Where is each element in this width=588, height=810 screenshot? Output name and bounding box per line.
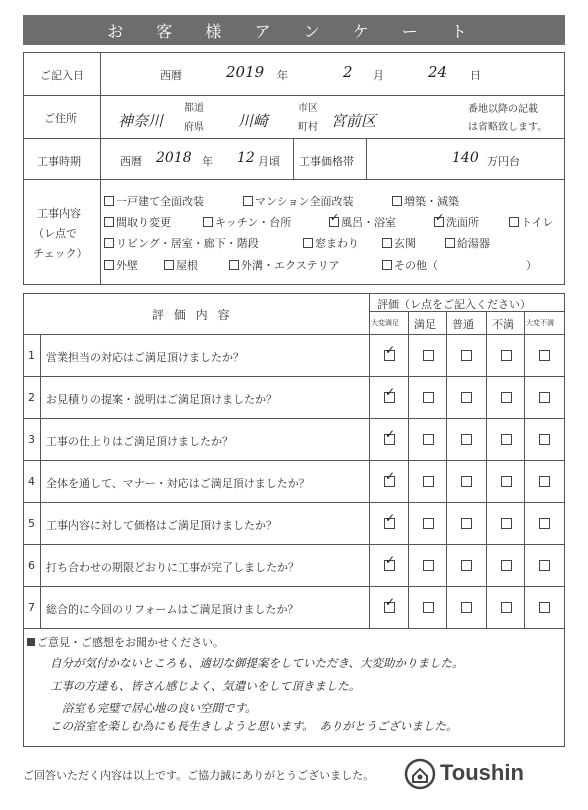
- square-bullet-icon: [27, 638, 35, 646]
- rating-checkbox[interactable]: [461, 476, 472, 487]
- checkbox-icon[interactable]: [303, 238, 313, 248]
- question-text: 全体を通して、マナー・対応はご満足頂けましたか？: [46, 477, 310, 490]
- work-period-label: 工事時期: [37, 155, 81, 168]
- entry-date-day: 24: [428, 63, 448, 81]
- rating-checkbox[interactable]: [501, 476, 512, 487]
- entry-date-day-unit: 日: [470, 69, 481, 82]
- scale-label: 普通: [452, 318, 474, 331]
- rating-checkbox[interactable]: [384, 560, 395, 571]
- rating-checkbox[interactable]: [423, 434, 434, 445]
- work-option[interactable]: 一戸建て全面改装: [104, 193, 204, 209]
- rating-checkbox[interactable]: [539, 476, 550, 487]
- work-period-era: 西暦: [120, 155, 142, 168]
- question-text: 営業担当の対応はご満足頂けましたか？: [46, 351, 244, 364]
- checkbox-icon[interactable]: [243, 196, 253, 206]
- footer-note: ご回答いただく内容は以上です。ご協力誠にありがとうございました。: [23, 769, 375, 782]
- checkbox-checked-icon[interactable]: [329, 217, 339, 227]
- question-number: 2: [28, 391, 35, 404]
- comment-line: 浴室も完璧で居心地の良い空間です。: [62, 701, 257, 715]
- entry-date-year-unit: 年: [277, 69, 288, 82]
- rating-checkbox[interactable]: [501, 518, 512, 529]
- rating-checkbox[interactable]: [461, 434, 472, 445]
- address-prefecture: 神奈川: [118, 112, 164, 130]
- checkbox-icon[interactable]: [382, 238, 392, 248]
- rating-checkbox[interactable]: [501, 434, 512, 445]
- page-title: お 客 様 ア ン ケ ー ト: [23, 15, 565, 45]
- rating-checkbox[interactable]: [423, 518, 434, 529]
- scale-label: 大変不満: [526, 319, 554, 327]
- work-option[interactable]: 間取り変更: [104, 214, 171, 230]
- work-option[interactable]: 外溝・エクステリア: [229, 257, 340, 273]
- rating-checkbox[interactable]: [384, 350, 395, 361]
- question-number: 6: [28, 559, 35, 572]
- price-label: 工事価格帯: [299, 155, 354, 168]
- rating-checkbox[interactable]: [423, 392, 434, 403]
- rating-checkbox[interactable]: [423, 476, 434, 487]
- work-option[interactable]: キッチン・台所: [203, 214, 291, 230]
- work-option[interactable]: 外壁: [104, 257, 138, 273]
- entry-date-year: 2019: [226, 63, 265, 81]
- comment-line: 自分が気付かないところも、適切な御提案をしていただき、大変助かりました。: [50, 656, 464, 670]
- comment-line: この浴室を楽しむ為にも長生きしようと思います。 ありがとうございました。: [50, 719, 458, 733]
- address-city-unit-bottom: 町村: [298, 122, 318, 133]
- work-option[interactable]: 屋根: [164, 257, 198, 273]
- rating-checkbox[interactable]: [461, 602, 472, 613]
- address-note-line2: は省略致します。: [468, 122, 548, 133]
- checkbox-icon[interactable]: [104, 260, 114, 270]
- address-note-line1: 番地以降の記載: [468, 104, 538, 115]
- address-pref-unit-bottom: 府県: [184, 122, 204, 133]
- work-option[interactable]: ✓ 風呂・浴室: [329, 214, 396, 230]
- entry-date-month-unit: 月: [373, 69, 384, 82]
- rating-checkbox[interactable]: [539, 350, 550, 361]
- evaluation-table: [23, 293, 565, 629]
- work-content-label-2: （レ点で: [33, 227, 77, 240]
- work-option[interactable]: 増築・減築: [392, 193, 459, 209]
- work-option[interactable]: マンション全面改装: [243, 193, 354, 209]
- checkbox-icon[interactable]: [445, 238, 455, 248]
- checkbox-icon[interactable]: [164, 260, 174, 270]
- work-period-year: 2018: [156, 150, 192, 166]
- work-option[interactable]: 玄関: [382, 235, 416, 251]
- rating-checkbox[interactable]: [423, 560, 434, 571]
- rating-checkbox[interactable]: [384, 602, 395, 613]
- scale-label: 満足: [414, 318, 436, 331]
- rating-checkbox[interactable]: [423, 602, 434, 613]
- price-unit: 万円台: [487, 155, 520, 168]
- checkbox-icon[interactable]: [509, 217, 519, 227]
- rating-checkbox[interactable]: [384, 392, 395, 403]
- checkbox-icon[interactable]: [104, 196, 114, 206]
- address-pref-unit-top: 都道: [184, 103, 204, 114]
- entry-date-label: ご記入日: [40, 69, 84, 82]
- work-option[interactable]: ✓ 洗面所: [434, 214, 479, 230]
- rating-checkbox[interactable]: [539, 392, 550, 403]
- rating-checkbox[interactable]: [461, 560, 472, 571]
- rating-checkbox[interactable]: [539, 518, 550, 529]
- work-option[interactable]: 給湯器: [445, 235, 490, 251]
- address-city-unit-top: 市区: [298, 103, 318, 114]
- address-ward: 宮前区: [331, 112, 377, 130]
- question-text: 工事の仕上りはご満足頂けましたか？: [46, 435, 233, 448]
- checkbox-checked-icon[interactable]: [434, 217, 444, 227]
- work-option[interactable]: その他（ ）: [382, 257, 537, 273]
- entry-date-era: 西暦: [160, 69, 182, 82]
- question-number: 1: [28, 349, 35, 362]
- rating-checkbox[interactable]: [423, 350, 434, 361]
- evaluation-rating-header: 評価（レ点をご記入ください）: [377, 298, 531, 311]
- scale-label: 不満: [492, 318, 514, 331]
- work-content-label-1: 工事内容: [37, 207, 81, 220]
- checkbox-icon[interactable]: [382, 260, 392, 270]
- checkbox-icon[interactable]: [203, 217, 213, 227]
- rating-checkbox[interactable]: [384, 434, 395, 445]
- checkbox-icon[interactable]: [104, 217, 114, 227]
- question-text: お見積りの提案・説明はご満足頂けましたか？: [46, 393, 277, 406]
- checkbox-icon[interactable]: [104, 238, 114, 248]
- address-city: 川崎: [238, 112, 269, 130]
- comments-header: ご意見・ご感想をお聞かせください。: [27, 634, 224, 650]
- question-text: 総合的に今回のリフォームはご満足頂けましたか？: [46, 603, 299, 616]
- rating-checkbox[interactable]: [384, 476, 395, 487]
- rating-checkbox[interactable]: [501, 392, 512, 403]
- brand-name: Toushin: [440, 760, 524, 785]
- comment-line: 工事の方達も、皆さん感じよく、気遣いをして頂きました。: [50, 679, 361, 693]
- entry-date-month: 2: [343, 63, 353, 81]
- question-number: 7: [28, 601, 35, 614]
- question-number: 5: [28, 517, 35, 530]
- question-text: 工事内容に対して価格はご満足頂けましたか？: [46, 519, 277, 532]
- question-number: 4: [28, 475, 35, 488]
- work-period-month-unit: 月頃: [258, 155, 280, 168]
- rating-checkbox[interactable]: [461, 350, 472, 361]
- price-value: 140: [452, 150, 479, 166]
- evaluation-content-header: 評 価 内 容: [152, 308, 233, 322]
- work-period-month: 12: [237, 150, 255, 166]
- rating-checkbox[interactable]: [539, 434, 550, 445]
- toushin-logo: [404, 758, 436, 790]
- rating-checkbox[interactable]: [501, 602, 512, 613]
- rating-checkbox[interactable]: [539, 560, 550, 571]
- work-content-label-3: チェック）: [33, 247, 88, 260]
- rating-checkbox[interactable]: [501, 560, 512, 571]
- work-period-year-unit: 年: [202, 155, 213, 168]
- checkbox-icon[interactable]: [229, 260, 239, 270]
- work-option[interactable]: トイレ: [509, 214, 553, 230]
- rating-checkbox[interactable]: [539, 602, 550, 613]
- rating-checkbox[interactable]: [384, 518, 395, 529]
- question-number: 3: [28, 433, 35, 446]
- work-option[interactable]: リビング・居室・廊下・階段: [104, 235, 259, 251]
- checkbox-icon[interactable]: [392, 196, 402, 206]
- scale-label: 大変満足: [371, 319, 399, 327]
- work-option[interactable]: 窓まわり: [303, 235, 359, 251]
- house-logo-icon: [404, 758, 436, 790]
- question-text: 打ち合わせの期限どおりに工事が完了しましたか？: [46, 561, 299, 574]
- rating-checkbox[interactable]: [461, 392, 472, 403]
- rating-checkbox[interactable]: [461, 518, 472, 529]
- rating-checkbox[interactable]: [501, 350, 512, 361]
- address-label: ご住所: [44, 112, 77, 125]
